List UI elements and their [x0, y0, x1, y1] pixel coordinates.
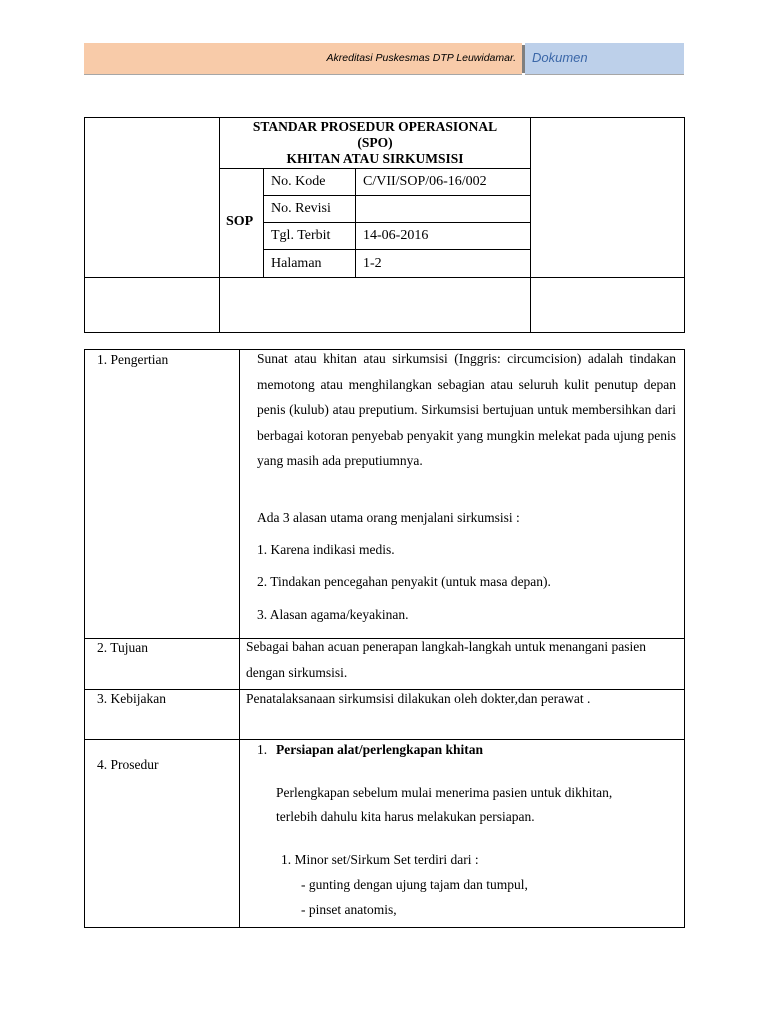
pengertian-paragraph: Sunat atau khitan atau sirkumsisi (Inggris: circumcision) adalah tindakan memotong atau menghilangkan sebagian atau seluruh kulit penutup depan penis (kulub) atau preputium. Sirkumsisi bertujuan untuk membersihkan dari berbagai kotoran penyebab penyakit yang mungkin melekat pada ujung penis yang masih ada preputiumnya.	[257, 351, 676, 468]
row-label-halaman: Halaman	[271, 256, 322, 271]
row-value-kode: C/VII/SOP/06-16/002	[363, 174, 487, 189]
sop-inner-row-1	[263, 195, 530, 196]
label-pengertian: 1. Pengertian	[97, 352, 169, 367]
header-title-band	[84, 43, 522, 75]
reason-item: 1. Karena indikasi medis.	[257, 542, 395, 557]
row-label-terbit: Tgl. Terbit	[271, 228, 331, 243]
header-left-text: Akreditasi Puskesmas DTP Leuwidamar.	[326, 52, 516, 64]
sub-item: 1. Minor set/Sirkum Set terdiri dari :	[281, 852, 479, 867]
row-value-halaman: 1-2	[363, 256, 382, 271]
sop-label: SOP	[226, 214, 254, 229]
sop-row-line-bottom	[84, 277, 684, 278]
reason-item: 2. Tindakan pencegahan penyakit (untuk masa depan).	[257, 574, 551, 589]
sop-title-line1: STANDAR PROSEDUR OPERASIONAL	[252, 119, 498, 134]
content-row-line-3	[84, 739, 684, 740]
sop-col-line-2	[530, 117, 531, 332]
header-right-text: Dokumen	[532, 50, 588, 65]
content-row-line-2	[84, 689, 684, 690]
step-title: Persiapan alat/perlengkapan khitan	[276, 742, 484, 757]
label-tujuan: 2. Tujuan	[97, 640, 149, 655]
bullet-item: - gunting dengan ujung tajam dan tumpul,	[301, 877, 528, 892]
step-number: 1.	[257, 742, 268, 757]
document-header	[84, 43, 684, 74]
row-value-terbit: 14-06-2016	[363, 228, 429, 243]
sop-title-underline	[219, 168, 530, 169]
sop-title-line2: (SPO)	[357, 135, 393, 150]
sop-inner-row-2	[263, 222, 530, 223]
header-document-band	[525, 43, 684, 75]
prosedur-intro-line2: terlebih dahulu kita harus melakukan persiapan.	[276, 809, 535, 824]
row-label-kode: No. Kode	[271, 174, 326, 189]
sop-inner-row-3	[263, 249, 530, 250]
tujuan-text: Sebagai bahan acuan penerapan langkah-langkah untuk menangani pasien dengan sirkumsisi.	[246, 639, 646, 680]
prosedur-intro-line1: Perlengkapan sebelum mulai menerima pasien untuk dikhitan,	[276, 785, 613, 800]
label-prosedur: 4. Prosedur	[97, 757, 159, 772]
reasons-intro: Ada 3 alasan utama orang menjalani sirkumsisi :	[257, 510, 520, 525]
label-kebijakan: 3. Kebijakan	[97, 691, 166, 706]
row-label-revisi: No. Revisi	[271, 201, 331, 216]
kebijakan-text: Penatalaksanaan sirkumsisi dilakukan oleh dokter,dan perawat .	[246, 691, 591, 706]
bullet-item: - pinset anatomis,	[301, 902, 397, 917]
sop-title-line3: KHITAN ATAU SIRKUMSISI	[286, 151, 464, 166]
reason-item: 3. Alasan agama/keyakinan.	[257, 607, 409, 622]
